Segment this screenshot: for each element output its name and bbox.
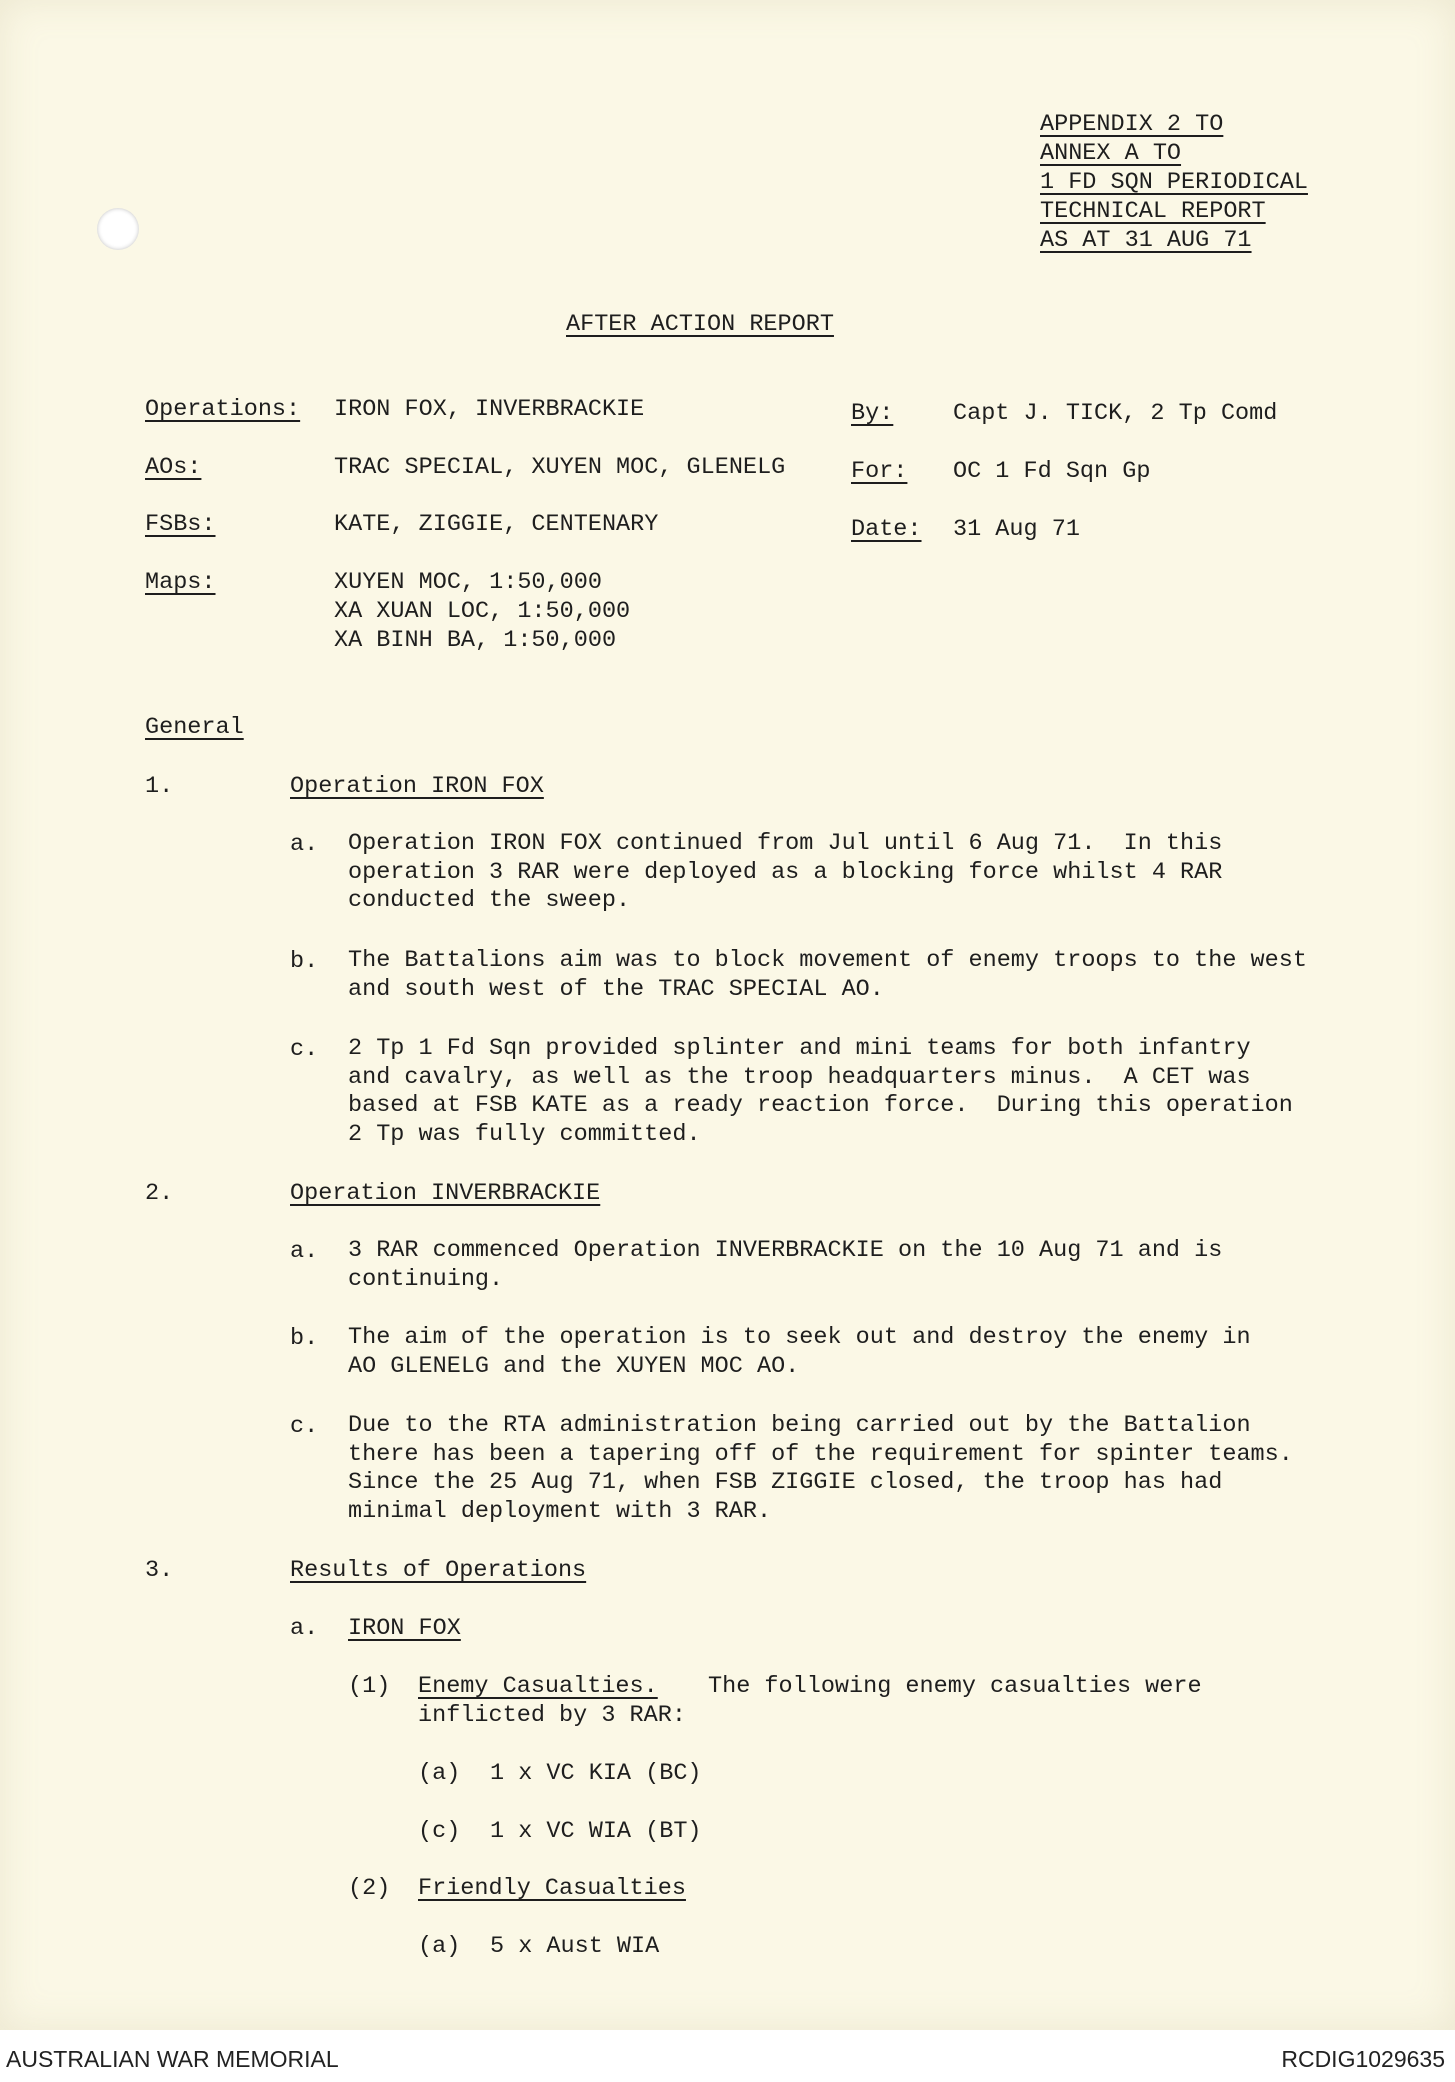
maps-value-2: XA XUAN LOC, 1:50,000 [334, 598, 631, 625]
for-label: For: [851, 458, 908, 485]
item-letter: c. [290, 1036, 319, 1063]
operations-label: Operations: [145, 396, 301, 423]
item-number: (2) [348, 1875, 391, 1902]
by-value: Capt J. TICK, 2 Tp Comd [953, 400, 1278, 427]
item-letter: a. [290, 1238, 319, 1265]
general-heading: General [145, 714, 244, 741]
item-letter: c. [290, 1413, 319, 1440]
paragraph: inflicted by 3 RAR: [418, 1702, 686, 1729]
list-item: 5 x Aust WIA [490, 1933, 660, 1960]
maps-value-1: XUYEN MOC, 1:50,000 [334, 569, 602, 596]
paragraph: The aim of the operation is to seek out and destroy the enemy in AO GLENELG and the XUYEN MOC AO. [348, 1324, 1251, 1380]
date-value: 31 Aug 71 [953, 516, 1080, 543]
operations-value: IRON FOX, INVERBRACKIE [334, 396, 645, 423]
paragraph: 2 Tp 1 Fd Sqn provided splinter and mini teams for both infantry and cavalry, as well as the troop headquarters minus. A CET was based at FSB KATE as a ready reaction force. During this operation 2 Tp was fully committed. [348, 1035, 1293, 1148]
section-number: 1. [145, 773, 174, 800]
list-letter: (a) [418, 1760, 461, 1787]
paragraph: 3 RAR commenced Operation INVERBRACKIE on the 10 Aug 71 and is continuing. [348, 1237, 1223, 1293]
paragraph: Due to the RTA administration being carried out by the Battalion there has been a tapering off of the requirement for spinter teams. Since the 25 Aug 71, when FSB ZIGGIE closed, the troop has had minimal deployment with 3 RAR. [348, 1412, 1293, 1525]
maps-label: Maps: [145, 569, 216, 596]
list-item: 1 x VC WIA (BT) [490, 1818, 702, 1845]
appendix-reference [1040, 110, 1308, 255]
paragraph: The following enemy casualties were [708, 1673, 1202, 1700]
item-letter: a. [290, 831, 319, 858]
item-letter: b. [290, 948, 319, 975]
footer-reference-id: RCDIG1029635 [1281, 2046, 1445, 2072]
date-label: Date: [851, 516, 922, 543]
list-item: 1 x VC KIA (BC) [490, 1760, 702, 1787]
by-label: By: [851, 400, 894, 427]
paragraph: Operation IRON FOX continued from Jul until 6 Aug 71. In this operation 3 RAR were deployed as a blocking force whilst 4 RAR conducted the sweep. [348, 830, 1223, 914]
footer-archive-name: AUSTRALIAN WAR MEMORIAL [6, 2046, 339, 2072]
subsection-heading: IRON FOX [348, 1615, 461, 1642]
item-letter: a. [290, 1615, 319, 1642]
list-letter: (c) [418, 1818, 461, 1845]
section-heading: Operation INVERBRACKIE [290, 1180, 601, 1207]
item-heading: Enemy Casualties. [418, 1673, 658, 1700]
item-heading: Friendly Casualties [418, 1875, 686, 1902]
appendix-line: AS AT 31 AUG 71 [1040, 227, 1252, 254]
list-letter: (a) [418, 1933, 461, 1960]
aos-label: AOs: [145, 454, 202, 481]
section-heading: Results of Operations [290, 1557, 587, 1584]
paragraph: The Battalions aim was to block movement of enemy troops to the west and south west of the TRAC SPECIAL AO. [348, 947, 1307, 1003]
for-value: OC 1 Fd Sqn Gp [953, 458, 1151, 485]
item-letter: b. [290, 1325, 319, 1352]
item-number: (1) [348, 1673, 391, 1700]
maps-value-3: XA BINH BA, 1:50,000 [334, 627, 617, 654]
appendix-line: TECHNICAL REPORT [1040, 198, 1266, 225]
section-number: 3. [145, 1557, 174, 1584]
punch-hole [97, 208, 139, 250]
appendix-line: ANNEX A TO [1040, 140, 1182, 167]
appendix-line: 1 FD SQN PERIODICAL [1040, 169, 1308, 196]
aos-value: TRAC SPECIAL, XUYEN MOC, GLENELG [334, 454, 786, 481]
fsbs-label: FSBs: [145, 511, 216, 538]
page-title: AFTER ACTION REPORT [566, 311, 834, 338]
section-heading: Operation IRON FOX [290, 773, 544, 800]
section-number: 2. [145, 1180, 174, 1207]
fsbs-value: KATE, ZIGGIE, CENTENARY [334, 511, 659, 538]
appendix-line: APPENDIX 2 TO [1040, 111, 1224, 138]
